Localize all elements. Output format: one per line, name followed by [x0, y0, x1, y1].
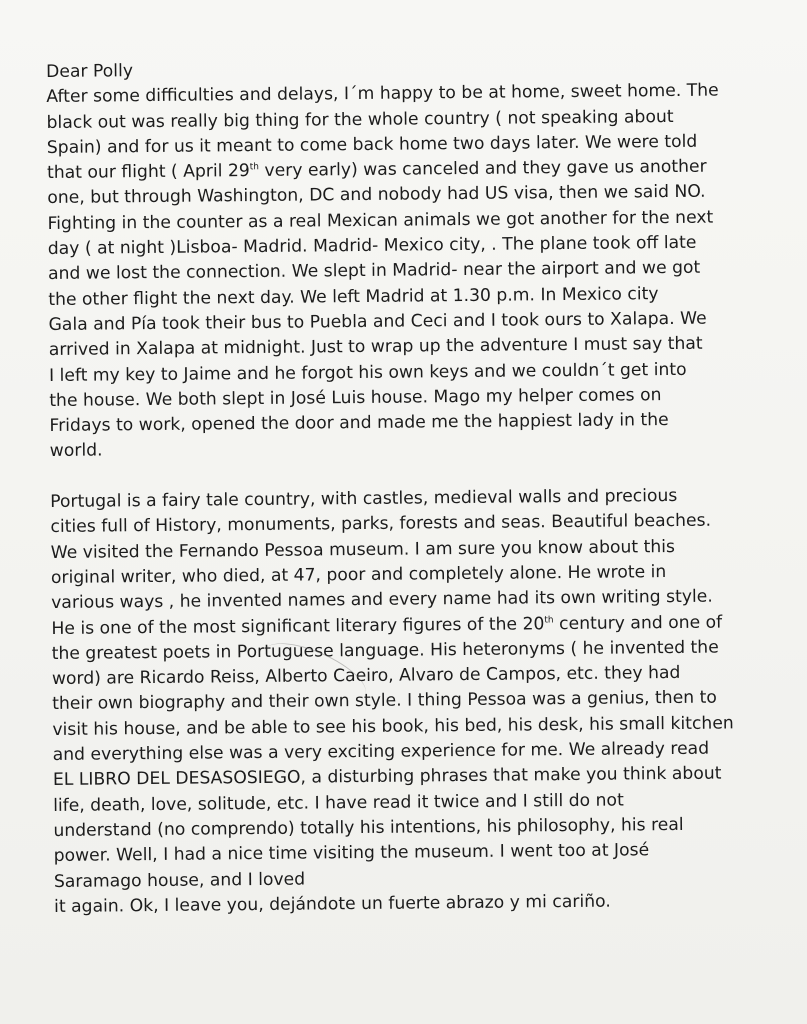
text-line: After some difficulties and delays, I´m happy to be at home, sweet home. The — [46, 80, 719, 108]
text-line: Portugal is a fairy tale country, with castles, medieval walls and precious — [50, 486, 678, 513]
text-line: We visited the Fernando Pessoa museum. I am sure you know about this — [50, 536, 676, 563]
paragraph-travel-story — [46, 78, 778, 464]
text-line: power. Well, I had a nice time visiting the museum. I went too at José — [53, 840, 650, 867]
text-line: and everything else was a very exciting experience for me. We already read — [52, 738, 710, 765]
text-line: black out was really big thing for the whole country ( not speaking about — [46, 106, 674, 133]
text-line: understand (no comprendo) totally his intentions, his philosophy, his real — [53, 814, 684, 841]
text-line: EL LIBRO DEL DESASOSIEGO, a disturbing phrases that make you think about — [52, 763, 722, 791]
text-line: arrived in Xalapa at midnight. Just to wrap up the adventure I must say that — [48, 333, 703, 361]
text-line: original writer, who died, at 47, poor and completely alone. He wrote in — [50, 562, 667, 588]
text-segment: century and one of — [553, 612, 723, 634]
text-line: the greatest poets in Portuguese language. His heteronyms ( he invented the — [51, 637, 719, 664]
text-line: one, but through Washington, DC and nobody had US visa, then we said NO. — [47, 182, 706, 209]
salutation: Dear Polly — [46, 61, 134, 82]
ordinal-suffix: th — [544, 614, 554, 626]
text-line: it again. Ok, I leave you, dejándote un fuerte abrazo y mi cariño. — [54, 891, 611, 917]
text-segment: that our flight ( April 29 — [46, 161, 250, 184]
text-line: world. — [49, 440, 103, 462]
text-line: life, death, love, solitude, etc. I have read it twice and I still do not — [53, 790, 624, 816]
text-line: and we lost the connection. We slept in Madrid- near the airport and we got — [47, 258, 701, 285]
letter-body — [46, 53, 782, 920]
text-line: their own biography and their own style. I thing Pessoa was a genius, then to — [52, 688, 717, 715]
text-line: Fridays to work, opened the door and made me the happiest lady in the — [49, 410, 669, 437]
text-line: the house. We both slept in José Luis house. Mago my helper comes on — [49, 384, 662, 411]
text-line: visit his house, and be able to see his book, his bed, his desk, his small kitchen — [52, 713, 734, 740]
text-segment: very early) was canceled and they gave us another — [258, 156, 707, 182]
ordinal-suffix: th — [249, 162, 260, 173]
text-line: word) are Ricardo Reiss, Alberto Caeiro, Alvaro de Campos, etc. they had — [51, 663, 681, 690]
text-line: various ways , he invented names and every name had its own writing style. — [51, 586, 713, 614]
text-line: Saramago house, and I loved — [53, 869, 306, 892]
text-line: Spain) and for us it meant to come back home two days later. We were told — [46, 131, 698, 158]
text-line: day ( at night )Lisboa- Madrid. Madrid- Mexico city, . The plane took off late — [47, 232, 697, 260]
text-line: the other flight the next day. We left Madrid at 1.30 p.m. In Mexico city — [48, 283, 659, 310]
text-segment: He is one of the most significant literary figures of the 20 — [51, 613, 545, 639]
text-line: Gala and Pía took their bus to Puebla and Ceci and I took ours to Xalapa. We — [48, 308, 707, 335]
text-line: Fighting in the counter as a real Mexican animals we got another for the next — [47, 207, 714, 234]
text-line: cities full of History, monuments, parks, forests and seas. Beautiful beaches. — [50, 510, 712, 538]
text-line: I left my key to Jaime and he forgot his own keys and we couldn´t get into — [48, 359, 687, 386]
paragraph-portugal — [50, 483, 782, 920]
